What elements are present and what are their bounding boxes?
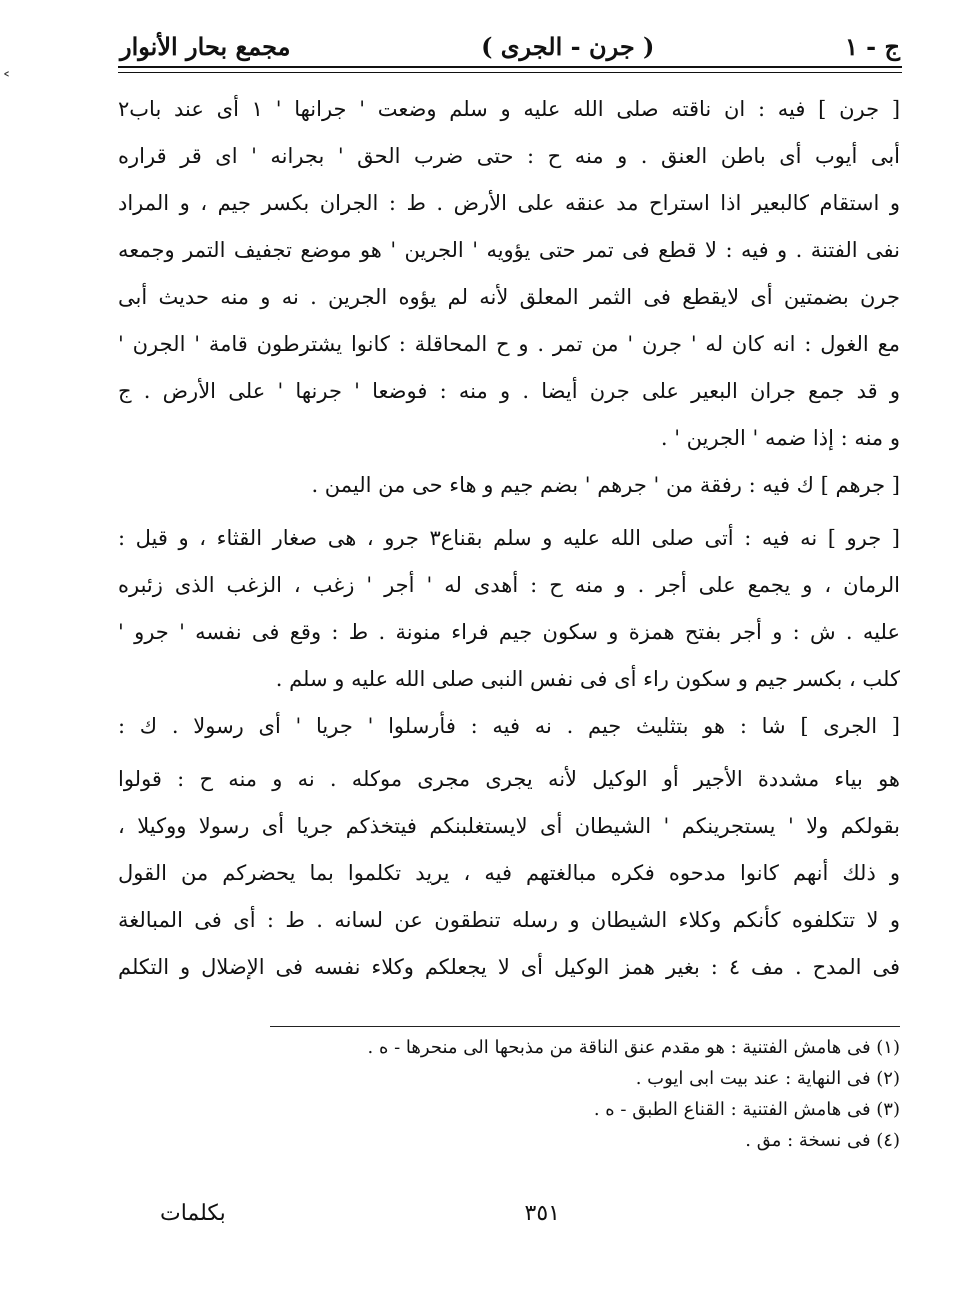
text-line: الرمان ، و يجمع على أجر . و منه ح : أهدى له ' أجر ' زغب ، الزغب الذى زئبره [118,573,900,597]
header-rule-thin [118,72,902,73]
footnote-rule [270,1026,900,1027]
text-line: و قد جمع جران البعير على جرن أيضا . و منه : فوضعا ' جرنها ' على الأرض . ج [118,379,900,403]
text-line: فى المدح . مف ٤ : بغير همز الوكيل أى لا يجعلكم وكلاء نفسه فى الإضلال و التكلم [118,955,900,979]
footnote-3: (٣) فى هامش الفتنية : القناع الطبق - ه . [593,1099,900,1120]
text-line: مع الغول : انه كان له ' جرن ' من تمر . و ح المحاقلة : كانوا يشترطون قامة ' الجرن ' [118,332,900,356]
text-line: أبى أيوب أى باطن العنق . و منه ح : حتى ضرب الحق ' بجرانه ' اى قر قراره [118,144,900,168]
entry-jarw: [ جرو ] نه فيه : أتى صلى الله عليه و سلم بقناع٣ جرو ، هى صغار القثاء ، و قيل : [118,526,900,550]
text-line: و استقام كالبعير اذا استراح مد عنقه على الأرض . ط : الجران بكسر جيم ، و المراد [118,191,900,215]
footnotes [118,1032,900,1156]
text-line: هو بياء مشددة الأجير أو الوكيل لأنه يجرى مجرى موكله . نه و منه ح : قولوا [118,767,900,791]
text-line: [ جرن ] فيه : ان ناقته صلى الله عليه و سلم وضعت ' جرانها ' ١ أى عند باب٢ [118,97,900,121]
entry-range: ( جرن - الجرى ) [481,31,655,61]
footnote-4: (٤) فى نسخة : مق . [745,1130,900,1151]
footnote-2: (٢) فى النهاية : عند بيت ابى ايوب . [635,1068,900,1089]
main-text [118,86,900,991]
text-line: كلب ، بكسر جيم و سكون راء أى فى نفس النبى صلى الله عليه و سلم . [275,667,900,691]
text-line: بقولكم ولا ' يستجرينكم ' الشيطان أى لايستغلبنكم فيتخذكم جريا أى رسولا ووكيلا ، [118,814,900,838]
running-header [120,28,900,64]
text-line: و ذلك أنهم كانوا مدحوه فكره مبالغتهم فيه ، يريد تكلموا بما يحضركم من القول [118,861,900,885]
margin-mark: ˂ [2,70,11,91]
text-line: عليه . ش : و أجر بفتح همزة و سكون جيم فراء منونة . ط : وقع فى نفسه ' جرو ' [118,620,900,644]
catchword: بكلمات [160,1200,226,1226]
text-line: جرن بضمتين أى لايقطع فى الثمر المعلق لأنه لم يؤوه الجرين . نه و منه حديث أبى [118,285,900,309]
text-line: نفى الفتنة . و فيه : لا قطع فى تمر حتى يؤويه ' الجرين ' هو موضع تجفيف التمر وجمعه [118,238,900,262]
book-title: مجمع بحار الأنوار [120,31,291,61]
volume-number: ج - ١ [844,31,900,61]
text-line: و منه : إذا ضمه ' الجرين ' . [660,426,900,450]
header-rule [118,66,902,68]
entry-al-jari: [ الجرى ] شا : هو بتثليث جيم . نه فيه : فأرسلوا ' جريا ' أى رسولا . ك : [118,714,900,738]
page-number: ٣٥١ [524,1200,560,1226]
text-line: و لا تتكلفوه كأنكم وكلاء الشيطان و رسله تنطقون عن لسانه . ط : أى فى المبالغة [118,908,900,932]
page-footer [160,1196,560,1230]
entry-jurhum: [ جرهم ] ك فيه : رفقة من ' جرهم ' بضم جيم و هاء حى من اليمن . [311,473,900,497]
footnote-1: (١) فى هامش الفتنية : هو مقدم عنق الناقة من مذبحها الى منحرها - ه . [367,1037,900,1058]
